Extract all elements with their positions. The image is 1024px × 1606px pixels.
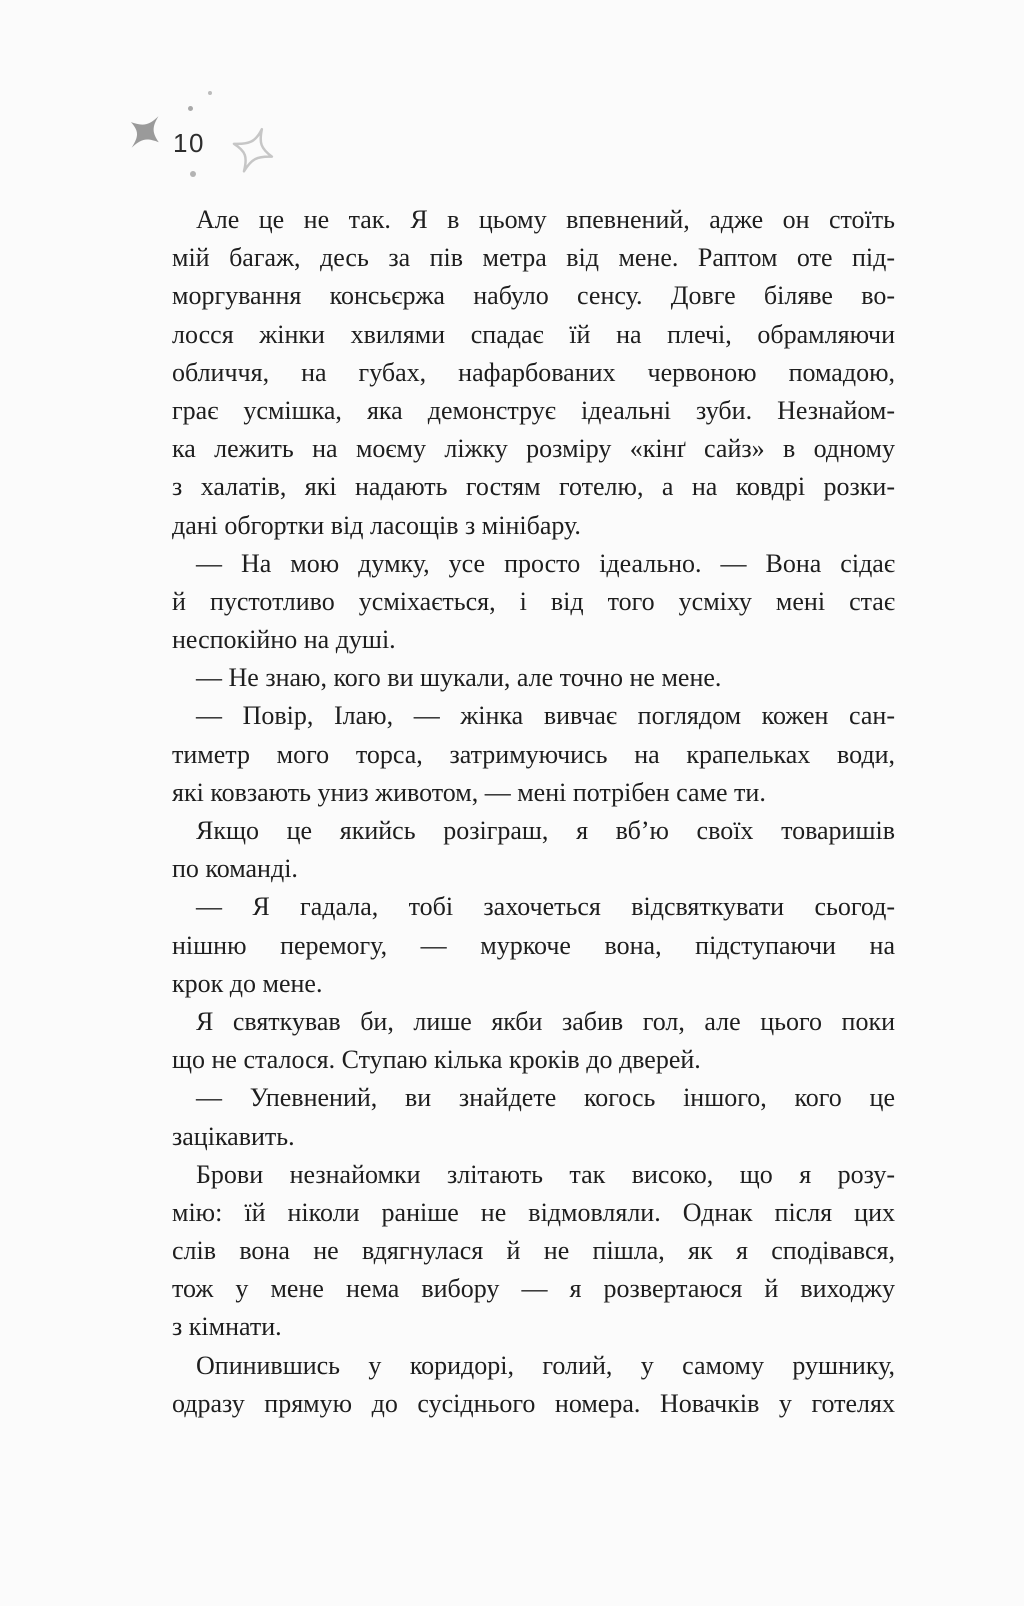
text-line: з кімнати. bbox=[172, 1312, 282, 1342]
text-line: тиметр мого торса, затримуючись на крапельках води, bbox=[172, 739, 895, 769]
text-line: зацікавить. bbox=[172, 1121, 295, 1151]
text-line: — На мою думку, усе просто ідеально. — Вона сідає bbox=[196, 548, 895, 578]
text-line: лосся жінки хвилями спадає їй на плечі, обрамляючи bbox=[172, 319, 895, 349]
text-line: крок до мене. bbox=[172, 968, 323, 998]
text-line: з халатів, які надають гостям готелю, а на ковдрі розки- bbox=[172, 472, 895, 502]
text-line: — Я гадала, тобі захочеться відсвяткувати сьогод- bbox=[196, 892, 895, 922]
text-line: Я святкував би, лише якби забив гол, але цього поки bbox=[196, 1006, 895, 1036]
text-line: мій багаж, десь за пів метра від мене. Раптом оте під- bbox=[172, 243, 895, 273]
text-line: Брови незнайомки злітають так високо, що я розу- bbox=[196, 1159, 895, 1189]
text-line: Але це не так. Я в цьому впевнений, адже он стоїть bbox=[196, 205, 895, 234]
sparkle-filled-icon bbox=[112, 98, 179, 166]
text-line: моргування консьєржа набуло сенсу. Довге біляве во- bbox=[172, 281, 895, 311]
text-line: — Повір, Ілаю, — жінка вивчає поглядом кожен сан- bbox=[196, 701, 895, 731]
text-line: нішню перемогу, — муркоче вона, підступаючи на bbox=[172, 930, 895, 960]
text-line: — Не знаю, кого ви шукали, але точно не мене. bbox=[196, 663, 722, 693]
text-line: Опинившись у коридорі, голий, у самому рушнику, bbox=[196, 1350, 895, 1380]
text-line: й пустотливо усміхається, і від того усміху мені стає bbox=[172, 586, 895, 616]
text-line: слів вона не вдягнулася й не пішла, як я сподівався, bbox=[172, 1236, 895, 1266]
text-line: неспокійно на душі. bbox=[172, 625, 396, 655]
decorative-dot bbox=[208, 91, 212, 95]
text-line: мію: їй ніколи раніше не відмовляли. Однак після цих bbox=[172, 1197, 895, 1227]
text-line: тож у мене нема вибору — я розвертаюся й виходжу bbox=[172, 1274, 895, 1304]
text-line: що не сталося. Ступаю кілька кроків до дверей. bbox=[172, 1045, 701, 1075]
text-line: — Упевнений, ви знайдете когось іншого, кого це bbox=[196, 1083, 895, 1113]
page-header bbox=[0, 0, 1024, 200]
text-line: ка лежить на моєму ліжку розміру «кінґ сайз» в одному bbox=[172, 434, 895, 464]
text-line: Якщо це якийсь розіграш, я вб’ю своїх товаришів bbox=[196, 816, 895, 845]
text-line: які ковзають униз животом, — мені потрібен саме ти. bbox=[172, 777, 766, 807]
text-line: одразу прямую до сусіднього номера. Новачків у готелях bbox=[172, 1388, 895, 1418]
decorative-dot bbox=[190, 171, 196, 177]
text-line: грає усмішка, яка демонструє ідеальні зуби. Незнайом- bbox=[172, 395, 895, 425]
text-line: по команді. bbox=[172, 854, 298, 884]
page-number: 10 bbox=[173, 128, 205, 158]
text-line: дані обгортки від ласощів з мінібару. bbox=[172, 510, 581, 540]
body-text bbox=[172, 201, 895, 1423]
sparkle-outline-icon bbox=[220, 114, 286, 187]
text-line: обличчя, на губах, нафарбованих червоною помадою, bbox=[172, 357, 895, 387]
decorative-dot bbox=[188, 106, 193, 111]
